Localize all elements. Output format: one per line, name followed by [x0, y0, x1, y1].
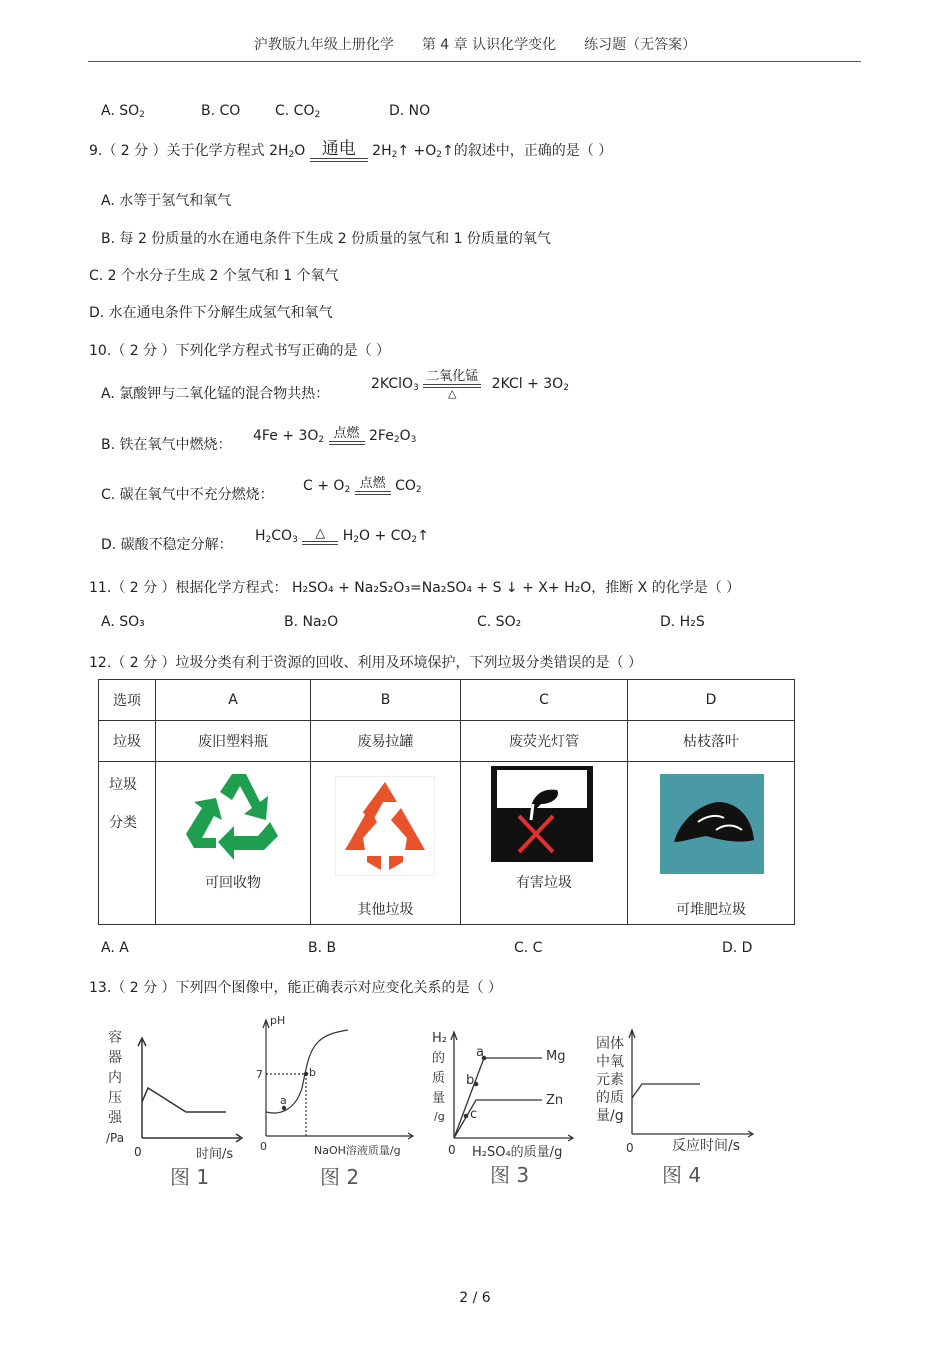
svg-text:中氧: 中氧: [596, 1054, 624, 1070]
svg-text:的: 的: [432, 1051, 446, 1066]
svg-text:0: 0: [626, 1141, 634, 1155]
svg-text:a: a: [476, 1045, 484, 1060]
page-header: 沪教版九年级上册化学 第 4 章 认识化学变化 练习题（无答案）: [253, 37, 697, 53]
svg-text:a: a: [280, 1094, 287, 1107]
q9-stem: 9.（ 2 分 ）关于化学方程式 $2H_2O$ 通电 $2H_2↑$ $+O_2↑$的叙述中，正确的是（ ）: [89, 139, 613, 160]
graph-4: [592, 1026, 756, 1194]
q8-option-a: A. $SO_2$: [101, 103, 145, 120]
q10-option-b-equation: $4Fe + 3O_2$ 点燃 $2Fe_2O_3$: [253, 426, 417, 445]
category-label-d: 可堆肥垃圾: [676, 902, 746, 918]
svg-text:的质: 的质: [596, 1090, 624, 1106]
q11-option-d: D. H₂S: [660, 614, 705, 630]
svg-text:内: 内: [108, 1070, 122, 1086]
svg-text:强: 强: [108, 1110, 122, 1126]
svg-text:压: 压: [108, 1090, 122, 1106]
svg-text:时间/s: 时间/s: [196, 1147, 234, 1162]
svg-text:0: 0: [448, 1143, 456, 1157]
waste-a: 废旧塑料瓶: [156, 721, 311, 762]
col-c: C: [461, 680, 628, 721]
waste-sorting-table: [98, 679, 795, 925]
q10-option-d-label: D. 碳酸不稳定分解：: [101, 537, 233, 553]
q12-option-a: A. A: [101, 940, 129, 956]
category-d: [628, 762, 795, 925]
header-option: 选项: [99, 680, 156, 721]
q12-option-c: C. C: [514, 940, 543, 956]
q9-option-c: C. 2 个水分子生成 2 个氢气和 1 个氧气: [89, 268, 339, 284]
svg-text:Zn: Zn: [546, 1093, 564, 1108]
q9-option-a: A. 水等于氢气和氧气: [101, 193, 232, 209]
svg-text:Mg: Mg: [546, 1049, 566, 1064]
q11-option-a: A. SO₃: [101, 614, 145, 630]
col-a: A: [156, 680, 311, 721]
category-label-c: 有害垃圾: [516, 875, 572, 891]
svg-text:b: b: [466, 1073, 475, 1088]
svg-text:固体: 固体: [596, 1036, 624, 1052]
q10-stem: 10.（ 2 分 ）下列化学方程式书写正确的是（ ）: [89, 343, 390, 359]
svg-text:反应时间/s: 反应时间/s: [672, 1138, 741, 1154]
svg-text:图 1: 图 1: [170, 1165, 210, 1189]
svg-text:量: 量: [432, 1091, 446, 1106]
q8-option-b: B. CO: [201, 103, 241, 119]
svg-text:c: c: [470, 1107, 478, 1122]
col-d: D: [628, 680, 795, 721]
svg-text:/Pa: /Pa: [106, 1131, 125, 1145]
svg-text:/g: /g: [434, 1110, 445, 1123]
q11-option-c: C. SO₂: [477, 614, 522, 630]
q11-option-b: B. Na₂O: [284, 614, 339, 630]
header-rule: [88, 61, 861, 62]
q12-option-b: B. B: [308, 940, 337, 956]
waste-b: 废易拉罐: [311, 721, 461, 762]
q13-stem: 13.（ 2 分 ）下列四个图像中，能正确表示对应变化关系的是（ ）: [89, 980, 502, 996]
svg-text:0: 0: [134, 1145, 142, 1159]
q8-option-d: D. NO: [389, 103, 431, 119]
category-a: [156, 762, 311, 925]
svg-text:7: 7: [256, 1068, 263, 1081]
q10-option-b-label: B. 铁在氧气中燃烧：: [101, 437, 232, 453]
svg-text:容: 容: [108, 1030, 122, 1046]
graph-2: [252, 1012, 424, 1192]
col-b: B: [311, 680, 461, 721]
recycle-icon: [182, 768, 282, 864]
q9-option-b: B. 每 2 份质量的水在通电条件下生成 2 份质量的氢气和 1 份质量的氧气: [101, 231, 551, 247]
svg-text:b: b: [309, 1066, 316, 1079]
q12-option-d: D. D: [722, 940, 753, 956]
q9-condition: 通电: [321, 139, 356, 159]
waste-c: 废荧光灯管: [461, 721, 628, 762]
q10-option-c-label: C. 碳在氧气中不充分燃烧：: [101, 487, 274, 503]
compost-waste-icon: [660, 774, 764, 874]
svg-text:图 4: 图 4: [662, 1163, 702, 1187]
q10-option-a-label: A. 氯酸钾与二氧化锰的混合物共热：: [101, 386, 330, 402]
svg-text:NaOH溶液质量/g: NaOH溶液质量/g: [314, 1144, 401, 1157]
svg-text:器: 器: [108, 1050, 122, 1066]
hazardous-waste-icon: [491, 766, 593, 862]
svg-text:质: 质: [432, 1071, 446, 1086]
header-category: 垃圾 分类: [99, 762, 156, 925]
svg-text:H₂SO₄的质量/g: H₂SO₄的质量/g: [472, 1145, 563, 1160]
page-number: 2 / 6: [459, 1290, 491, 1306]
svg-text:pH: pH: [270, 1014, 286, 1027]
q10-option-a-equation: 2KClO$_3$ 二氧化锰 △ $2KCl + 3O_2$: [371, 369, 569, 400]
waste-d: 枯枝落叶: [628, 721, 795, 762]
svg-text:图 3: 图 3: [490, 1163, 530, 1187]
q10-option-c-equation: $C + O_2$ 点燃 $CO_2$: [303, 476, 422, 495]
q9-option-d: D. 水在通电条件下分解生成氢气和氧气: [89, 305, 333, 321]
svg-text:量/g: 量/g: [596, 1108, 624, 1124]
other-waste-icon: [335, 776, 435, 876]
svg-text:元素: 元素: [596, 1072, 624, 1088]
category-label-b: 其他垃圾: [357, 902, 414, 918]
category-c: [461, 762, 628, 925]
svg-text:H₂: H₂: [432, 1031, 447, 1046]
header-waste: 垃圾: [99, 721, 156, 762]
q10-option-d-equation: $H_2CO_3$ △ $H_2O$ + $CO_2↑$: [255, 526, 429, 545]
graph-3: [428, 1026, 578, 1194]
q8-option-c: C. $CO_2$: [275, 103, 321, 120]
svg-text:图 2: 图 2: [320, 1165, 360, 1189]
q11-stem: 11.（ 2 分 ）根据化学方程式： H₂SO₄ + Na₂S₂O₃=Na₂SO₄ + S ↓ + X+ H₂O，推断 X 的化学是（ ）: [89, 580, 741, 596]
svg-text:0: 0: [260, 1140, 267, 1153]
category-label-a: 可回收物: [205, 875, 261, 891]
graph-1: [100, 1024, 250, 1194]
q12-stem: 12.（ 2 分 ）垃圾分类有利于资源的回收、利用及环境保护，下列垃圾分类错误的是（ ）: [89, 655, 642, 671]
category-b: [311, 762, 461, 925]
